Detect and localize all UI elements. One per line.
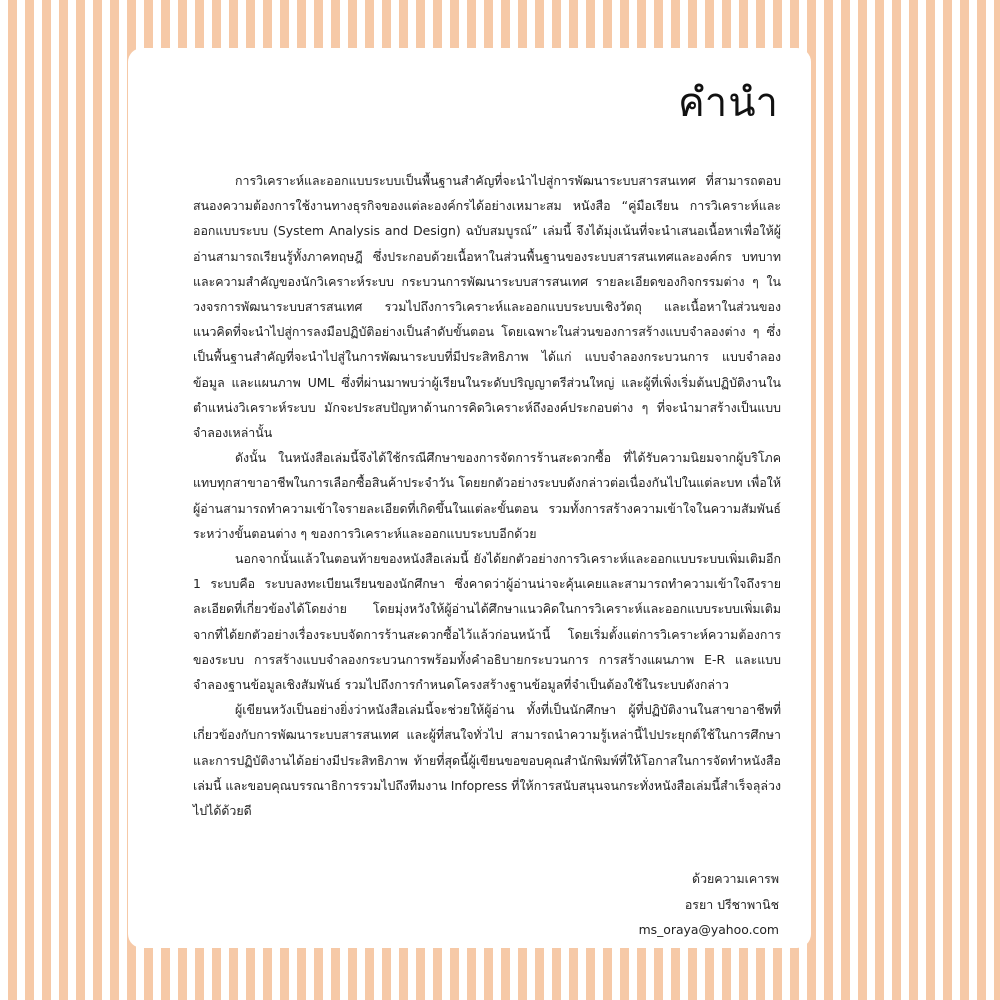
preface-body [193, 168, 781, 823]
signature-closing: ด้วยความเคารพ [692, 871, 779, 886]
paragraph-1: การวิเคราะห์และออกแบบระบบเป็นพื้นฐานสำคัญที่จะนำไปสู่การพัฒนาระบบสารสนเทศ ที่สามารถตอบสนองความต้องการใช้งานทางธุรกิจของแต่ละองค์กรได้อย่างเหมาะสม หนังสือ “คู่มือเรียน การวิเคราะห์และออกแบบระบบ (System Analysis and Design) ฉบับสมบูรณ์” เล่มนี้ จึงได้มุ่งเน้นที่จะนำเสนอเนื้อหาเพื่อให้ผู้อ่านสามารถเรียนรู้ทั้งภาคทฤษฎี ซึ่งประกอบด้วยเนื้อหาในส่วนพื้นฐานของระบบสารสนเทศและองค์กร บทบาทและความสำคัญของนักวิเคราะห์ระบบ กระบวนการพัฒนาระบบสารสนเทศ รายละเอียดของกิจกรรมต่าง ๆ ในวงจรการพัฒนาระบบสารสนเทศ รวมไปถึงการวิเคราะห์และออกแบบระบบเชิงวัตถุ และเนื้อหาในส่วนของแนวคิดที่จะนำไปสู่การลงมือปฏิบัติอย่างเป็นลำดับขั้นตอน โดยเฉพาะในส่วนของการสร้างแบบจำลองต่าง ๆ ซึ่งเป็นพื้นฐานสำคัญที่จะนำไปสู่ในการพัฒนาระบบที่มีประสิทธิภาพ ได้แก่ แบบจำลองกระบวนการ แบบจำลองข้อมูล และแผนภาพ UML ซึ่งที่ผ่านมาพบว่าผู้เรียนในระดับปริญญาตรีส่วนใหญ่ และผู้ที่เพิ่งเริ่มต้นปฏิบัติงานในตำแหน่งวิเคราะห์ระบบ มักจะประสบปัญหาด้านการคิดวิเคราะห์ถึงองค์ประกอบต่าง ๆ ที่จะนำมาสร้างเป็นแบบจำลองเหล่านั้น [193, 173, 781, 441]
paragraph-4: ผู้เขียนหวังเป็นอย่างยิ่งว่าหนังสือเล่มนี้จะช่วยให้ผู้อ่าน ทั้งที่เป็นนักศึกษา ผู้ที่ปฏิบัติงานในสาขาอาชีพที่เกี่ยวข้องกับการพัฒนาระบบสารสนเทศ และผู้ที่สนใจทั่วไป สามารถนำความรู้เหล่านี้ไปประยุกต์ใช้ในการศึกษาและการปฏิบัติงานได้อย่างมีประสิทธิภาพ ท้ายที่สุดนี้ผู้เขียนขอขอบคุณสำนักพิมพ์ที่ให้โอกาสในการจัดทำหนังสือเล่มนี้ และขอบคุณบรรณาธิการรวมไปถึงทีมงาน Infopress ที่ให้การสนับสนุนจนกระทั่งหนังสือเล่มนี้สำเร็จลุล่วงไปได้ด้วยดี [193, 702, 781, 819]
signature-author: อรยา ปรีชาพานิช [684, 896, 779, 912]
page-title: คำนำ [677, 80, 779, 126]
signature-block [639, 866, 779, 943]
document-page [128, 48, 811, 948]
paragraph-3: นอกจากนั้นแล้วในตอนท้ายของหนังสือเล่มนี้ ยังได้ยกตัวอย่างการวิเคราะห์และออกแบบระบบเพิ่มเติมอีก 1 ระบบคือ ระบบลงทะเบียนเรียนของนักศึกษา ซึ่งคาดว่าผู้อ่านน่าจะคุ้นเคยและสามารถทำความเข้าใจถึงรายละเอียดที่เกี่ยวข้องได้โดยง่าย โดยมุ่งหวังให้ผู้อ่านได้ศึกษาแนวคิดในการวิเคราะห์และออกแบบระบบเพิ่มเติม จากที่ได้ยกตัวอย่างเรื่องระบบจัดการร้านสะดวกซื้อไว้แล้วก่อนหน้านี้ โดยเริ่มตั้งแต่การวิเคราะห์ความต้องการของระบบ การสร้างแบบจำลองกระบวนการพร้อมทั้งคำอธิบายกระบวนการ การสร้างแผนภาพ E-R และแบบจำลองฐานข้อมูลเชิงสัมพันธ์ รวมไปถึงการกำหนดโครงสร้างฐานข้อมูลที่จำเป็นต้องใช้ในระบบดังกล่าว [193, 551, 781, 693]
paragraph-2: ดังนั้น ในหนังสือเล่มนี้จึงได้ใช้กรณีศึกษาของการจัดการร้านสะดวกซื้อ ที่ได้รับความนิยมจากผู้บริโภคแทบทุกสาขาอาชีพในการเลือกซื้อสินค้าประจำวัน โดยยกตัวอย่างระบบดังกล่าวต่อเนื่องกันไปในแต่ละบท เพื่อให้ผู้อ่านสามารถทำความเข้าใจรายละเอียดที่เกิดขึ้นในแต่ละขั้นตอน รวมทั้งการสร้างความเข้าใจในความสัมพันธ์ระหว่างขั้นตอนต่าง ๆ ของการวิเคราะห์และออกแบบระบบอีกด้วย [193, 450, 781, 541]
signature-email: ms_oraya@yahoo.com [638, 922, 779, 937]
